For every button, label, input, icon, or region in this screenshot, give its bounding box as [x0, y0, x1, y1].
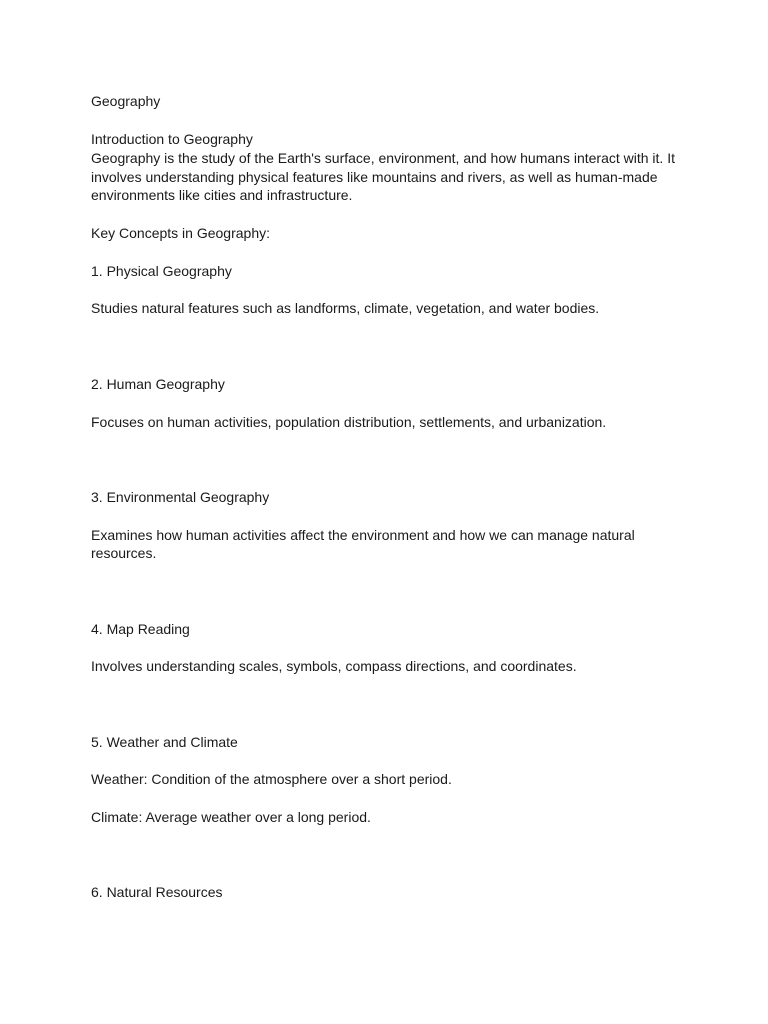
key-concepts-heading: Key Concepts in Geography:: [91, 225, 270, 241]
section-text-physical-geography: Studies natural features such as landforms, climate, vegetation, and water bodies.: [91, 300, 600, 316]
section-heading-human-geography: 2. Human Geography: [91, 376, 225, 392]
section-heading-physical-geography: 1. Physical Geography: [91, 263, 232, 279]
section-text-human-geography: Focuses on human activities, population distribution, settlements, and urbanization.: [91, 414, 607, 430]
section-text-climate: Climate: Average weather over a long period.: [91, 809, 371, 825]
intro-line-1: Geography is the study of the Earth's surface, environment, and how humans interact with it. It: [91, 150, 675, 166]
section-heading-environmental-geography: 3. Environmental Geography: [91, 489, 270, 505]
intro-heading: Introduction to Geography: [91, 131, 253, 147]
intro-line-3: environments like cities and infrastructure.: [91, 187, 353, 203]
intro-line-2: involves understanding physical features like mountains and rivers, as well as human-made: [91, 169, 658, 185]
section-heading-weather-and-climate: 5. Weather and Climate: [91, 734, 238, 750]
section-heading-map-reading: 4. Map Reading: [91, 621, 190, 637]
section-heading-natural-resources: 6. Natural Resources: [91, 884, 223, 900]
section-text-environmental-geography-1: Examines how human activities affect the environment and how we can manage natural: [91, 527, 635, 543]
document-title: Geography: [91, 93, 161, 109]
section-text-map-reading: Involves understanding scales, symbols, compass directions, and coordinates.: [91, 658, 577, 674]
section-text-weather: Weather: Condition of the atmosphere over a short period.: [91, 771, 452, 787]
section-text-environmental-geography-2: resources.: [91, 545, 157, 561]
